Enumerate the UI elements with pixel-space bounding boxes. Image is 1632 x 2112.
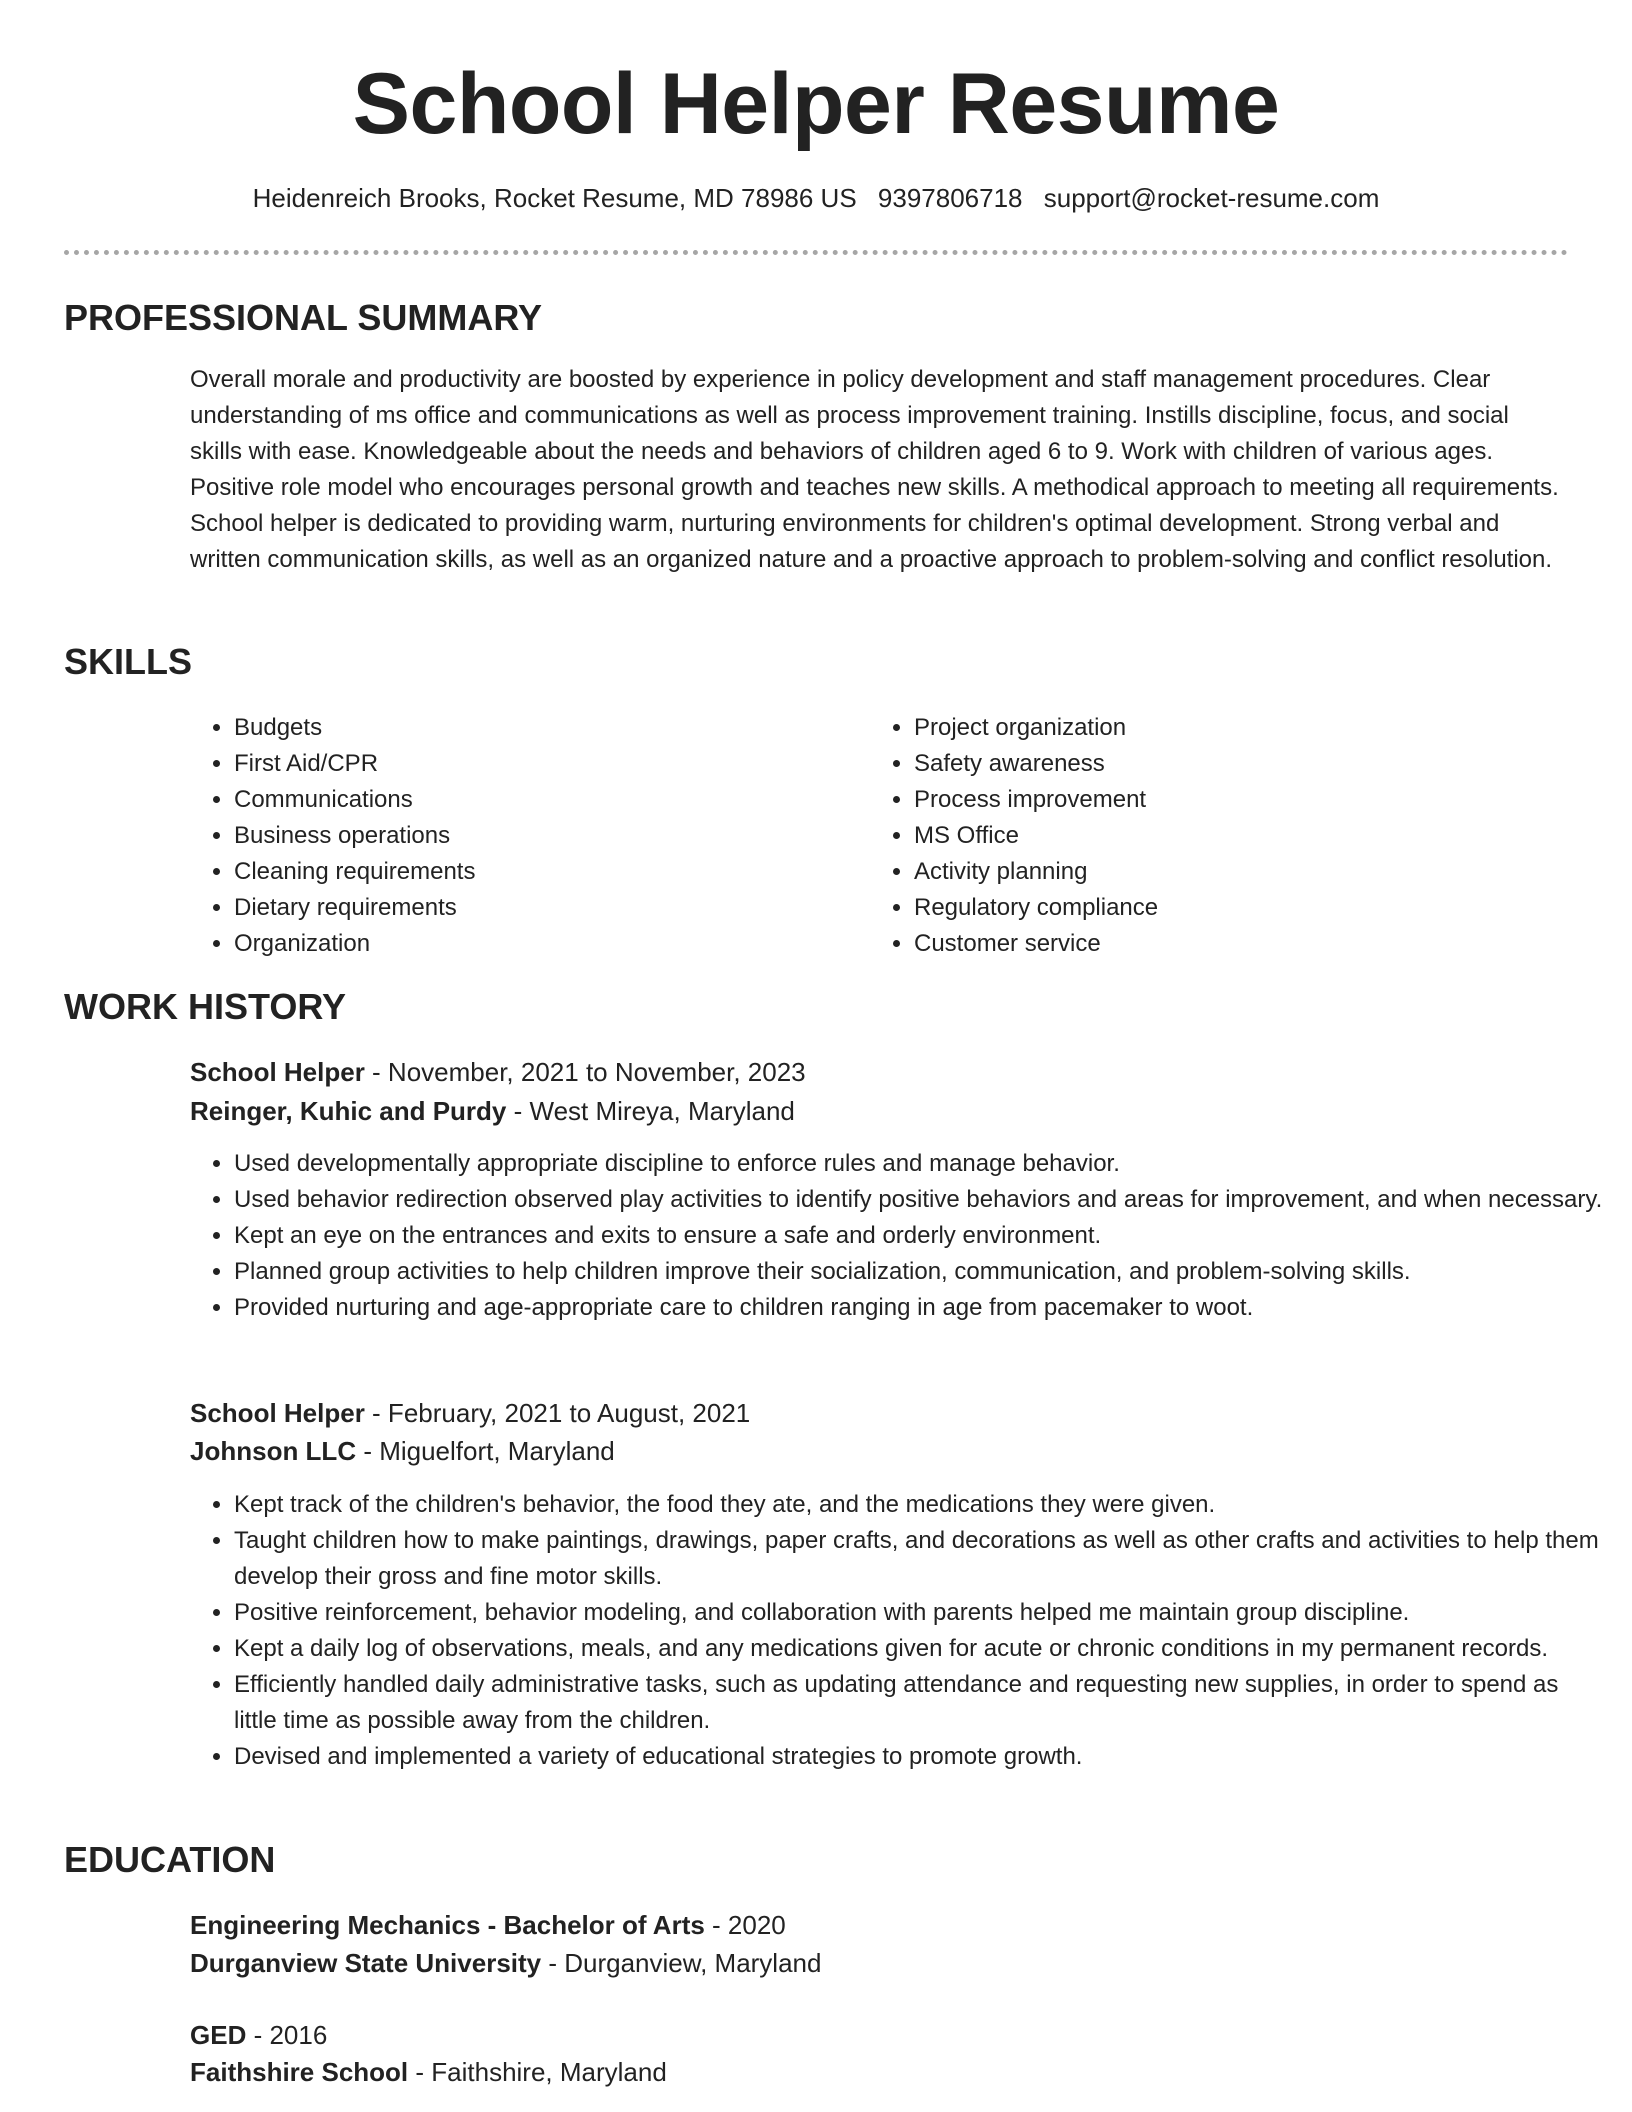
contact-email[interactable]: support@rocket-resume.com xyxy=(1043,183,1380,213)
skill-item: • MS Office xyxy=(914,818,1554,854)
job-bullet: • Used behavior redirection observed play activities to identify positive behaviors and areas for improvement, and when necessary. xyxy=(234,1182,1606,1218)
skill-item: • Regulatory compliance xyxy=(914,890,1554,926)
header-divider xyxy=(64,250,1568,255)
section-title-education: EDUCATION xyxy=(64,1839,276,1880)
job-location: - West Mireya, Maryland xyxy=(506,1096,795,1126)
skill-item: • First Aid/CPR xyxy=(234,746,874,782)
job-bullet: • Taught children how to make paintings, drawings, paper crafts, and decorations as well as other crafts and activities to help them develop their gross and fine motor skills. xyxy=(234,1523,1606,1595)
job-bullet: • Kept an eye on the entrances and exits to ensure a safe and orderly environment. xyxy=(234,1218,1606,1254)
job-employer-line xyxy=(190,1432,1562,1470)
job-dates: - February, 2021 to August, 2021 xyxy=(364,1398,751,1428)
skill-item: • Safety awareness xyxy=(914,746,1554,782)
skill-item: • Project organization xyxy=(914,710,1554,746)
job-bullet: • Kept track of the children's behavior, the food they ate, and the medications they were given. xyxy=(234,1487,1606,1523)
job-dates: - November, 2021 to November, 2023 xyxy=(364,1057,806,1087)
contact-line xyxy=(0,178,1632,218)
skill-item: • Dietary requirements xyxy=(234,890,874,926)
skill-item: • Organization xyxy=(234,926,874,962)
job-bullet: • Kept a daily log of observations, meals, and any medications given for acute or chronic conditions in my permanent records. xyxy=(234,1631,1606,1667)
section-title-summary: PROFESSIONAL SUMMARY xyxy=(64,297,543,338)
skill-item: • Cleaning requirements xyxy=(234,854,874,890)
job-bullet: • Used developmentally appropriate discipline to enforce rules and manage behavior. xyxy=(234,1146,1606,1182)
section-title-work: WORK HISTORY xyxy=(64,986,347,1027)
job-employer: Reinger, Kuhic and Purdy xyxy=(190,1096,507,1126)
job-role: School Helper xyxy=(190,1398,365,1428)
job-bullets xyxy=(190,1487,1606,1775)
job-title-line xyxy=(190,1394,1562,1432)
job-title-line xyxy=(190,1053,1562,1091)
skill-item: • Communications xyxy=(234,782,874,818)
education-degree-line xyxy=(190,2016,1562,2054)
skills-column-right xyxy=(870,710,1554,962)
job-role: School Helper xyxy=(190,1057,365,1087)
job-bullet: • Positive reinforcement, behavior modeling, and collaboration with parents helped me maintain group discipline. xyxy=(234,1595,1606,1631)
education-school-line xyxy=(190,1944,1562,1982)
education-degree-line xyxy=(190,1906,1562,1944)
education-school: Faithshire School xyxy=(190,2057,409,2087)
job-bullet: • Planned group activities to help children improve their socialization, communication, and problem-solving skills. xyxy=(234,1254,1606,1290)
resume-title: School Helper Resume xyxy=(352,56,1280,152)
skill-item: • Budgets xyxy=(234,710,874,746)
job-employer-line xyxy=(190,1092,1562,1130)
education-year: - 2016 xyxy=(246,2020,328,2050)
skill-item: • Process improvement xyxy=(914,782,1554,818)
education-location: - Durganview, Maryland xyxy=(541,1948,822,1978)
job-bullet: • Devised and implemented a variety of educational strategies to promote growth. xyxy=(234,1739,1606,1775)
summary-text: Overall morale and productivity are boosted by experience in policy development and staff management procedures. Clear understanding of ms office and communications as well as process improvement training. Instills discipline, focus, and social skills with ease. Knowledgeable about the needs and behaviors of children aged 6 to 9. Work with children of various ages. Positive role model who encourages personal growth and teaches new skills. A methodical approach to meeting all requirements. School helper is dedicated to providing warm, nurturing environments for children's optimal development. Strong verbal and written communication skills, as well as an organized nature and a proactive approach to problem-solving and conflict resolution. xyxy=(190,366,1559,573)
skill-item: • Customer service xyxy=(914,926,1554,962)
skills-column-left xyxy=(190,710,874,962)
job-employer: Johnson LLC xyxy=(190,1436,357,1466)
section-title-skills: SKILLS xyxy=(64,641,193,682)
skill-item: • Business operations xyxy=(234,818,874,854)
job-location: - Miguelfort, Maryland xyxy=(356,1436,615,1466)
education-school-line xyxy=(190,2053,1562,2091)
contact-phone: 9397806718 xyxy=(877,183,1023,213)
education-year: - 2020 xyxy=(704,1910,786,1940)
education-degree: GED xyxy=(190,2020,247,2050)
job-bullets xyxy=(190,1146,1606,1326)
job-bullet: • Provided nurturing and age-appropriate care to children ranging in age from pacemaker to woot. xyxy=(234,1290,1606,1326)
skill-item: • Activity planning xyxy=(914,854,1554,890)
education-school: Durganview State University xyxy=(190,1948,542,1978)
education-location: - Faithshire, Maryland xyxy=(408,2057,667,2087)
education-degree: Engineering Mechanics - Bachelor of Arts xyxy=(190,1910,705,1940)
job-bullet: • Efficiently handled daily administrative tasks, such as updating attendance and requesting new supplies, in order to spend as little time as possible away from the children. xyxy=(234,1667,1606,1739)
contact-address: Heidenreich Brooks, Rocket Resume, MD 78986 US xyxy=(252,183,857,213)
